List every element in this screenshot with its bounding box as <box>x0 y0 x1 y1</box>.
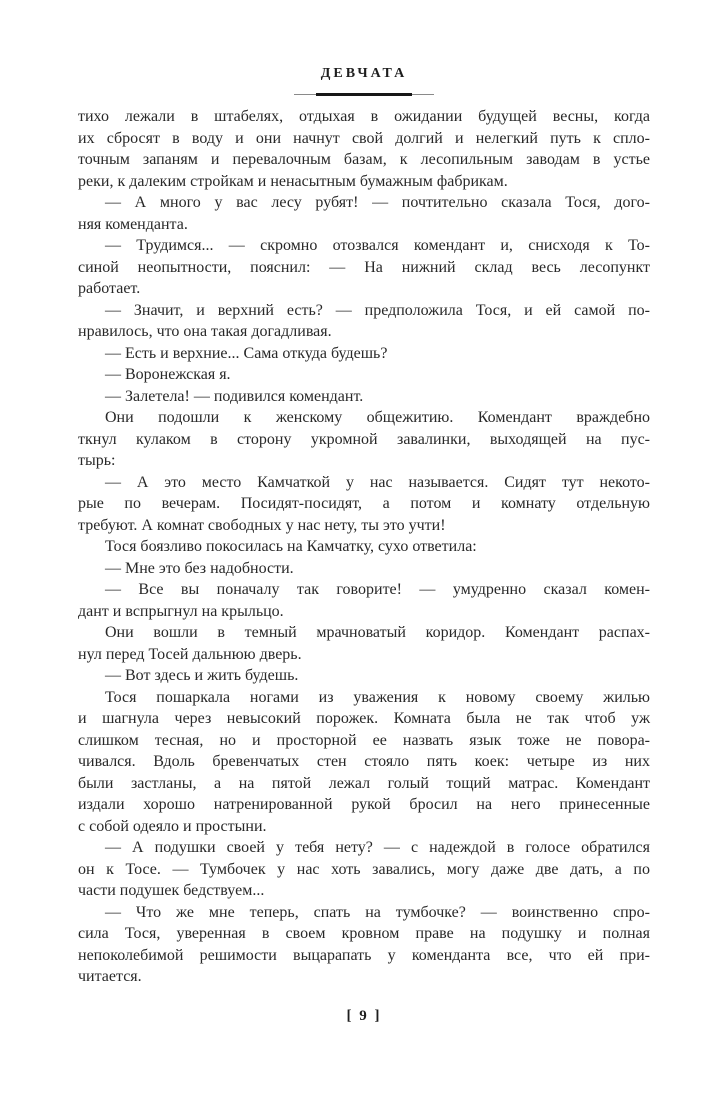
text-line: чивался. Вдоль бревенчатых стен стояло пять коек: четыре из них <box>78 753 650 770</box>
text-line: он к Тосе. — Тумбочек у нас хоть завались, могу даже две дать, а по <box>78 860 650 878</box>
text-line: — А это место Камчаткой у нас называется. Сидят тут некото- <box>105 473 650 491</box>
text-line: непоколебимой решимости выцарапать у коменданта все, что ей при- <box>78 946 650 964</box>
text-line: дант и вспрыгнул на крыльцо. <box>78 602 284 620</box>
text-line: Тося боязливо покосилась на Камчатку, сухо ответила: <box>105 538 477 555</box>
text-line: их сбросят в воду и они начнут свой долгий и нелегкий путь к спло- <box>78 129 650 147</box>
text-line: Они подошли к женскому общежитию. Комендант враждебно <box>105 409 650 426</box>
text-line: — Мне это без надобности. <box>105 559 294 577</box>
text-line: издали хорошо натренированной рукой бросил на него принесенные <box>78 796 650 813</box>
text-line: слишком тесная, но и просторной ее назвать язык тоже не повора- <box>78 731 650 749</box>
text-line: няя коменданта. <box>78 215 188 233</box>
text-line: Они вошли в темный мрачноватый коридор. Комендант распах- <box>105 624 650 641</box>
text-line: тырь: <box>78 452 116 469</box>
header-rule-ornament <box>294 93 434 96</box>
page-number: [ 9 ] <box>346 1008 382 1024</box>
text-line: части подушек бедствуем... <box>78 882 265 899</box>
text-line: нравилось, что она такая догадливая. <box>78 323 332 340</box>
text-line: нул перед Тосей дальнюю дверь. <box>78 645 302 663</box>
text-line: — Что же мне теперь, спать на тумбочке? — воинственно спро- <box>105 903 650 921</box>
page-text <box>78 106 650 988</box>
text-line: — Все вы поначалу так говорите! — умудренно сказал комен- <box>105 581 650 598</box>
text-line: читается. <box>78 968 142 985</box>
text-line: — Значит, и верхний есть? — предположила Тося, и ей самой по- <box>105 301 650 319</box>
text-line: реки, к далеким стройкам и ненасытным бумажным фабрикам. <box>78 172 508 190</box>
rule-thick-line <box>316 93 412 96</box>
text-line: — Трудимся... — скромно отозвался комендант и, снисходя к То- <box>105 237 650 254</box>
text-line: — Вот здесь и жить будешь. <box>105 667 299 684</box>
text-line: и шагнула через невысокий порожек. Комната была не так чтоб уж <box>78 710 650 727</box>
text-line: — Залетела! — подивился комендант. <box>105 387 364 405</box>
text-line: точным запаням и перевалочным базам, к лесопильным заводам в устье <box>78 151 650 168</box>
text-line: Тося пошаркала ногами из уважения к новому своему жилью <box>105 688 650 706</box>
text-line: синой неопытности, пояснил: — На нижний склад весь лесопункт <box>78 258 650 276</box>
text-line: — А много у вас лесу рубят! — почтительно сказала Тося, дого- <box>105 194 650 211</box>
text-line: — Есть и верхние... Сама откуда будешь? <box>105 344 388 362</box>
text-line: работает. <box>78 280 141 297</box>
text-line: — А подушки своей у тебя нету? — с надеждой в голосе обратился <box>105 839 650 856</box>
text-line: — Воронежская я. <box>105 366 231 383</box>
text-line: сила Тося, уверенная в своем кровном праве на подушку и полная <box>78 925 650 942</box>
text-line: ткнул кулаком в сторону укромной завалинки, выходящей на пус- <box>78 430 650 448</box>
text-line: были застланы, а на пятой лежал голый тощий матрас. Комендант <box>78 774 650 792</box>
text-line: тихо лежали в штабелях, отдыхая в ожидании будущей весны, когда <box>78 108 650 125</box>
text-line: с собой одеяло и простыни. <box>78 817 267 835</box>
text-line: рые по вечерам. Посидят-посидят, а потом и комнату отдельную <box>78 495 650 512</box>
running-header: ДЕВЧАТА <box>320 66 408 81</box>
text-line: требуют. А комнат свободных у нас нету, ты это учти! <box>78 516 446 534</box>
